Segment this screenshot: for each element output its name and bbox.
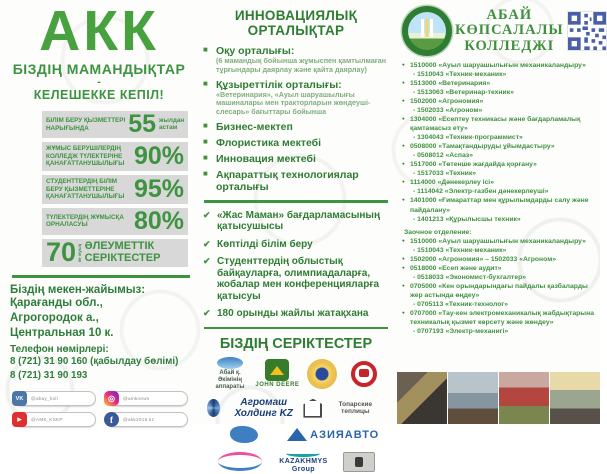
qr-code[interactable]: [567, 11, 607, 51]
left-column: [0, 0, 196, 424]
college-photo: [447, 372, 498, 424]
stat-value: 95%: [133, 174, 184, 203]
stat-value: 70: [46, 237, 77, 268]
specialty-line: - 1502033 «Агроном»: [413, 107, 483, 115]
partner-logo-icon: [286, 450, 320, 457]
social-links: [10, 391, 188, 427]
college-name: [455, 8, 564, 54]
list-item: [203, 121, 389, 133]
specialties-list: [402, 61, 596, 336]
list-item: [203, 45, 389, 75]
partner-logo-icon: [309, 361, 335, 387]
specialty-line: - 1510043 «Техник-механик»: [413, 71, 507, 79]
list-item: [203, 169, 389, 193]
stat-suffix: жылдан астам: [159, 116, 185, 131]
stat-box: [42, 142, 188, 171]
partner-logo: [207, 426, 281, 443]
partner-logo-icon: [218, 452, 262, 471]
photo-strip: [396, 372, 600, 424]
specialty-line: ● 1513000 «Ветеринария»: [402, 79, 594, 88]
specialty-line: - 0508012 «Аспаз»: [413, 152, 474, 160]
partner-logo-icon: [207, 399, 220, 417]
partner-logo: [335, 452, 383, 472]
list-item-text: ✔ 180 орынды жайлы жатақхана: [217, 308, 369, 320]
list-item: [203, 79, 389, 117]
social-link-pill[interactable]: [14, 391, 96, 406]
specialty-line: - 1114042 «Электр-газбен дәнекерлеуші»: [413, 188, 549, 196]
partner-logo-icon: [343, 452, 375, 472]
partner-logo-label: KAZAKHMYS Group: [279, 458, 328, 473]
partner-logo-label: Топарские теплицы: [338, 400, 373, 416]
college-acronym: АКК: [39, 0, 159, 63]
slogan-line-2: КЕЛЕШЕККЕ КЕПІЛ!: [33, 88, 165, 103]
specialty-line: ● 0508000 «Тамақтандыруды ұйымдастыру»: [402, 142, 594, 151]
social-link-pill[interactable]: [106, 391, 188, 406]
social-network-icon: [12, 391, 27, 406]
stat-vertical-suffix: ке жуық: [77, 243, 83, 262]
social-handle: @amknews: [123, 396, 150, 402]
college-name-line: КОЛЛЕДЖІ: [464, 37, 555, 54]
specialty-line: - 0707193 «Электр-механигі»: [413, 327, 509, 335]
stats-list: [10, 111, 188, 235]
college-emblem-icon: [402, 6, 452, 56]
divider: [204, 200, 388, 203]
college-header: [402, 6, 596, 56]
address-line: Центральная 10 к.: [10, 326, 114, 339]
partners-logos: [203, 357, 389, 473]
phone-number: 8 (721) 31 90 193: [10, 369, 88, 381]
slogan-line-1: БІЗДІҢ МАМАНДЫҚТАР: [12, 61, 186, 78]
list-item-title: ■ Оқу орталығы:: [216, 45, 295, 57]
list-item-text: ✔ Көптілді білім беру: [217, 238, 313, 250]
social-icon-glyph: ▶: [17, 416, 22, 423]
specialty-line: - 1304043 «Техник-программист»: [413, 134, 523, 142]
divider: [204, 327, 388, 330]
stat-label: ТҮЛЕКТЕРДІҢ ЖҰМЫСҚА ОРНАЛАСУЫ: [46, 213, 124, 229]
specialty-line: ● 0705000 «Кен орындарындағы пайдалы қазбаларды жер астында өңдеу»: [402, 282, 594, 300]
list-item-title: ■ Флористика мектебі: [216, 137, 322, 150]
phone-number: 8 (721) 31 90 160 (қабылдау бөлімі): [10, 355, 179, 367]
list-item: [203, 153, 389, 165]
address-line: Агрогородок а.,: [10, 311, 99, 324]
specialty-line: ● 0707000 «Тау-кен электромеханикалық жабдықтарына техникалық қызмет көрсету және жөндеу»: [402, 309, 594, 327]
list-item-text: ✔ «Жас Маман» бағдарламасының қатысушысы: [217, 209, 380, 233]
specialty-line: Заочное отделение:: [404, 228, 472, 236]
divider: [12, 275, 190, 278]
stat-value: 80%: [133, 206, 184, 235]
list-item-text: ✔ Студенттердің облыстық байқауларға, олимпиадаларға, жобалар мен конференцияларға қатысуы: [217, 256, 380, 302]
list-item: [203, 210, 389, 233]
stat-label: ӘЛЕУМЕТТІК СЕРІКТЕСТЕР: [84, 240, 161, 264]
social-handle: @abay_koll: [31, 396, 59, 402]
list-item-title: ■ Инновация мектебі: [216, 153, 316, 166]
list-item-title: ■ Бизнес-мектеп: [216, 121, 293, 134]
partner-logo-label: JOHN DEERE: [255, 381, 300, 388]
stat-label: ЖҰМЫС БЕРУШІЛЕРДІҢ КОЛЛЕДЖ ТҮЛЕКТЕРІНЕ ҚАНАҒАТТАНУШЫЛЫҒЫ: [46, 145, 125, 168]
list-item: [203, 239, 389, 251]
social-icon-glyph: VK: [15, 395, 24, 402]
stat-box: [42, 111, 188, 138]
stat-value: 90%: [133, 142, 184, 171]
partner-logo-icon: [217, 357, 243, 369]
specialty-line: ● 1517000 «Төтенше жағдайда қорғану»: [402, 160, 594, 169]
college-name-line: АБАЙ: [486, 7, 533, 24]
list-item: [203, 308, 389, 320]
social-network-icon: [104, 412, 119, 427]
address-line: Қарағанды обл.,: [10, 296, 103, 309]
college-photo: [549, 372, 600, 424]
specialty-line: ● 1114000 «Дәнекерлеу ісі»: [402, 178, 594, 187]
social-icon-glyph: f: [110, 414, 113, 425]
list-item: [203, 256, 389, 302]
list-item-title: ■ Құзыреттілік орталығы:: [216, 78, 342, 91]
social-network-icon: [104, 391, 119, 406]
stat-label: СТУДЕНТТЕРДІҢ БІЛІМ БЕРУ ҚЫЗМЕТТЕРІНЕ ҚАНАҒАТТАНУШЫЛЫҒЫ: [46, 178, 125, 201]
innovation-centers-title: ИННОВАЦИЯЛЫҚ ОРТАЛЫҚТАР: [234, 8, 358, 38]
emblem-towers: [421, 19, 433, 37]
address-block: [10, 284, 188, 383]
specialty-line: - 1513063 «Ветеринар-техник»: [413, 89, 514, 97]
partner-logo-icon: [351, 361, 377, 387]
specialty-line: ● 1401000 «Ғимараттар мен құрылымдарды салу және пайдалану»: [402, 196, 594, 214]
list-item-subtext: «Ветеринария», «Ауыл шаруашылығы машиналары мен тракторларын жөндеуші-слесарь» бағыттары бойынша: [216, 89, 371, 117]
partner-logo-icon: [287, 428, 307, 441]
specialty-line: ● 1510000 «Ауыл шаруашылығын механикаландыру»: [402, 61, 594, 70]
social-link-pill[interactable]: [106, 412, 188, 427]
partner-logo: [207, 357, 254, 390]
partner-logo: [302, 361, 343, 387]
social-partners-stat-box: [42, 239, 188, 267]
address-lines: [10, 296, 188, 341]
address-heading: Біздің мекен-жайымыз:: [10, 283, 146, 296]
college-photo: [396, 372, 447, 424]
right-column: [396, 0, 600, 424]
college-photo: [498, 372, 549, 424]
innovation-centers-list: [203, 45, 389, 193]
phone-heading: Телефон нөмірлері:: [10, 343, 109, 355]
partner-logo: [207, 397, 304, 419]
specialty-line: ● 1304000 «Есептеу техникасы және бағдарламалық қамтамасыз ету»: [402, 115, 594, 133]
social-handle: @АМК_KSKP: [31, 417, 63, 423]
middle-column: [196, 0, 396, 473]
specialty-line: - 1401213 «Құрылысшы техник»: [413, 215, 521, 223]
college-name-line: КӨПСАЛАЛЫ: [455, 22, 564, 39]
list-item-subtext: (6 мамандық бойынша жұмыспен қамтылмаған тұрғындары даярлау және қайта даярлау): [216, 56, 387, 74]
stat-label: БІЛІМ БЕРУ ҚЫЗМЕТТЕРІ НАРЫҒЫНДА: [46, 117, 126, 132]
partner-logo: [281, 428, 385, 441]
advantages-list: [203, 210, 389, 320]
specialty-line: ● 1502000 «Агрономия» – 1502033 «Агроном»: [402, 255, 594, 264]
list-item-title: ■ Ақпараттық технологиялар орталығы: [216, 169, 359, 194]
specialty-line: - 1517033 «Техник»: [413, 170, 477, 178]
partner-logo-label: АЗИЯАВТО: [310, 428, 380, 441]
specialty-line: - 0518033 «Экономист-бухгалтер»: [413, 273, 527, 281]
social-icon-glyph: ◎: [108, 394, 115, 404]
specialty-line: ● 1510000 «Ауыл шаруашылығын механикаландыру»: [402, 237, 594, 246]
specialty-line: ● 1502000 «Агрономия»: [402, 97, 594, 106]
partner-logo: [343, 361, 386, 387]
social-network-icon: [12, 412, 27, 427]
partner-logo-label: Агромаш Холдинг KZ: [234, 397, 293, 420]
partner-logo: [272, 450, 335, 473]
phone-lines: [10, 355, 188, 383]
stat-box: [42, 175, 188, 204]
stat-box: [42, 208, 188, 235]
partner-logo-label: Абай қ. Әкімінің аппараты: [215, 370, 245, 390]
partner-logo-icon: [230, 426, 258, 443]
stat-value: 55: [128, 110, 156, 139]
list-item: [203, 137, 389, 149]
slogan-dash: -: [97, 76, 101, 89]
partner-logo: [209, 452, 272, 471]
specialty-line: - 1510043 «Техник-механик»: [413, 246, 507, 254]
social-link-pill[interactable]: [14, 412, 96, 427]
specialty-line: - 0705113 «Техник-технолог»: [413, 300, 509, 308]
partner-logo-icon: [303, 399, 322, 418]
partner-logo-icon: [265, 359, 289, 381]
specialty-line: ● 0518000 «Есеп және аудит»: [402, 264, 594, 273]
partners-title: БІЗДІҢ СЕРІКТЕСТЕР: [219, 336, 373, 353]
partner-logo: [253, 359, 301, 389]
social-handle: @akk2016.kz: [123, 417, 155, 423]
partner-logo: [303, 399, 385, 418]
